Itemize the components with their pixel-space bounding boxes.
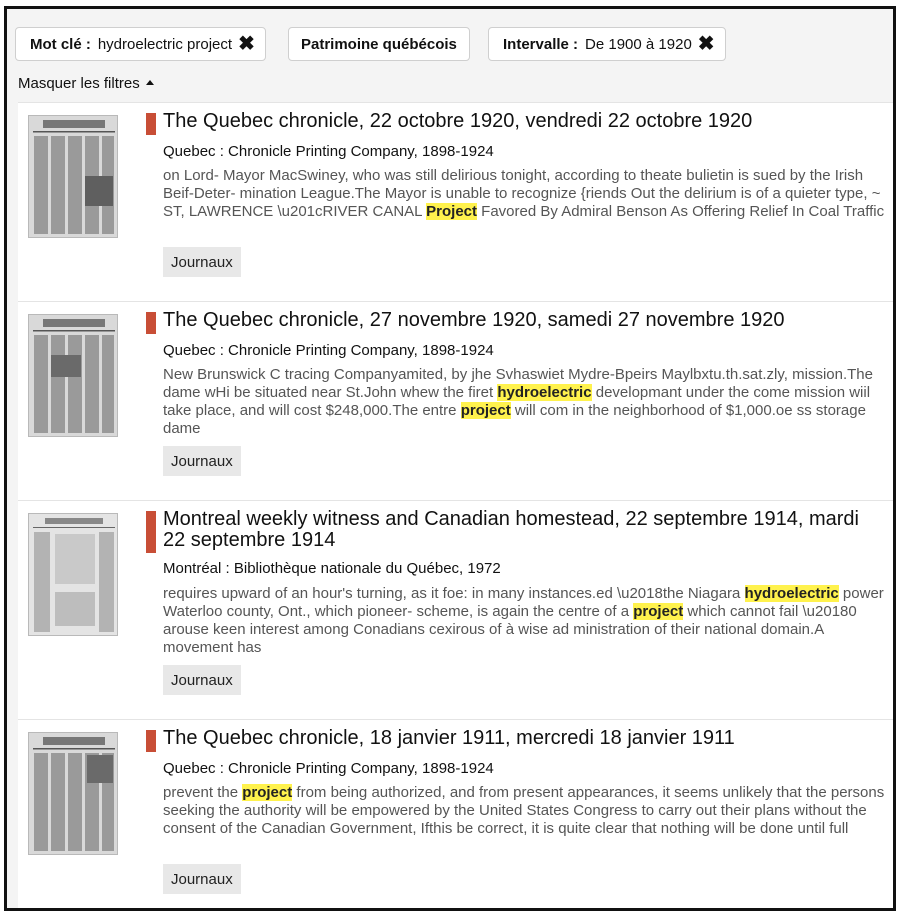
highlighted-term: project: [242, 784, 293, 801]
active-filters-bar: [7, 9, 893, 105]
tag-journaux[interactable]: Journaux: [163, 665, 241, 695]
filter-chip-interval[interactable]: [488, 27, 726, 61]
filter-chip-keyword[interactable]: [15, 27, 266, 61]
result-item: [18, 301, 893, 501]
highlighted-term: hydroelectric: [497, 384, 592, 401]
newspaper-page-icon: [29, 116, 118, 238]
search-results-panel: [4, 6, 896, 911]
accent-bar: [146, 312, 156, 334]
filter-chip-label: Intervalle :: [503, 35, 579, 53]
result-snippet: [163, 366, 890, 438]
result-publisher: Montréal : Bibliothèque nationale du Québec, 1972: [163, 560, 501, 577]
result-title[interactable]: The Quebec chronicle, 27 novembre 1920, samedi 27 novembre 1920: [163, 309, 785, 331]
newspaper-page-icon: [29, 733, 118, 855]
caret-up-icon: [146, 80, 154, 85]
result-title[interactable]: The Quebec chronicle, 22 octobre 1920, vendredi 22 octobre 1920: [163, 110, 753, 132]
newspaper-page-icon: [29, 315, 118, 437]
result-snippet: [163, 784, 890, 838]
accent-bar: [146, 730, 156, 752]
snippet-text: will com in the neighborhood of $1,000.oe ss storage dame: [163, 402, 866, 437]
tag-journaux[interactable]: Journaux: [163, 247, 241, 277]
filter-chip-value: De 1900 à 1920: [585, 35, 692, 53]
filter-chip-label: Patrimoine québécois: [301, 35, 457, 53]
snippet-text: New Brunswick C tracing Companyamited, by jhe Svhaswiet Mydre-Bpeirs Maylbxtu.th.sat.zly, mission.The dame wHi be situated near St.John whew the firet: [163, 366, 873, 401]
highlighted-term: hydroelectric: [744, 585, 839, 602]
result-publisher: Quebec : Chronicle Printing Company, 1898-1924: [163, 342, 494, 359]
filter-chip-label: Mot clé :: [30, 35, 91, 53]
newspaper-page-icon: [29, 514, 118, 636]
tag-journaux[interactable]: Journaux: [163, 446, 241, 476]
snippet-text: from being authorized, and from present appearances, it seems unlikely that the persons seeking the authority will be empowered by the United States Congress to carry out their plans without the consent of the Canadian Government, Ifthis be correct, it is quite clear that nothing will be done until full: [163, 784, 885, 837]
hide-filters-label: Masquer les filtres: [18, 75, 140, 92]
snippet-text: on Lord- Mayor MacSwiney, who was still delirious tonight, according to theate bulietin is sued by the Irish Beif-Deter- mination League.The Mayor is unable to recognize {riends Out the delirium is of a quieter type, ~ ST, LAWRENCE \u201cRIVER CANAL: [163, 167, 881, 220]
close-icon[interactable]: ✖: [238, 33, 255, 55]
newspaper-thumbnail[interactable]: [28, 314, 118, 437]
newspaper-thumbnail[interactable]: [28, 732, 118, 855]
result-snippet: [163, 167, 890, 221]
snippet-text: prevent the: [163, 784, 243, 801]
newspaper-thumbnail[interactable]: [28, 115, 118, 238]
hide-filters-toggle[interactable]: [18, 75, 154, 92]
result-item: [18, 102, 893, 302]
result-publisher: Quebec : Chronicle Printing Company, 1898-1924: [163, 760, 494, 777]
highlighted-term: Project: [426, 203, 477, 220]
result-snippet: [163, 585, 890, 657]
highlighted-term: project: [460, 402, 511, 419]
highlighted-term: project: [633, 603, 684, 620]
tag-journaux[interactable]: Journaux: [163, 864, 241, 894]
snippet-text: requires upward of an hour's turning, as it foe: in many instances.ed \u2018the Niagara: [163, 585, 745, 602]
result-title[interactable]: The Quebec chronicle, 18 janvier 1911, mercredi 18 janvier 1911: [163, 727, 735, 749]
close-icon[interactable]: ✖: [697, 33, 715, 55]
filter-chip-value: hydroelectric project: [97, 35, 233, 53]
accent-bar: [146, 511, 156, 553]
result-item: [18, 719, 893, 909]
snippet-text: which cannot fail \u20180 arouse keen interest among Conadians cexirous of à wise ad ministration of their national domain.A movement has: [163, 603, 857, 656]
snippet-text: power Waterloo county, Ont., which pioneer- scheme, is again the centre of a: [163, 585, 884, 620]
filter-chip-heritage[interactable]: [288, 27, 470, 61]
result-publisher: Quebec : Chronicle Printing Company, 1898-1924: [163, 143, 494, 160]
newspaper-thumbnail[interactable]: [28, 513, 118, 636]
accent-bar: [146, 113, 156, 135]
result-title[interactable]: Montreal weekly witness and Canadian homestead, 22 septembre 1914, mardi 22 septembre 1914: [163, 508, 859, 551]
result-item: [18, 500, 893, 720]
snippet-text: developmant under the come mission wiil take place, and will cost $248,000.The entre: [163, 384, 871, 419]
snippet-text: Favored By Admiral Benson As Offering Relief In Coal Traffic: [477, 203, 885, 220]
